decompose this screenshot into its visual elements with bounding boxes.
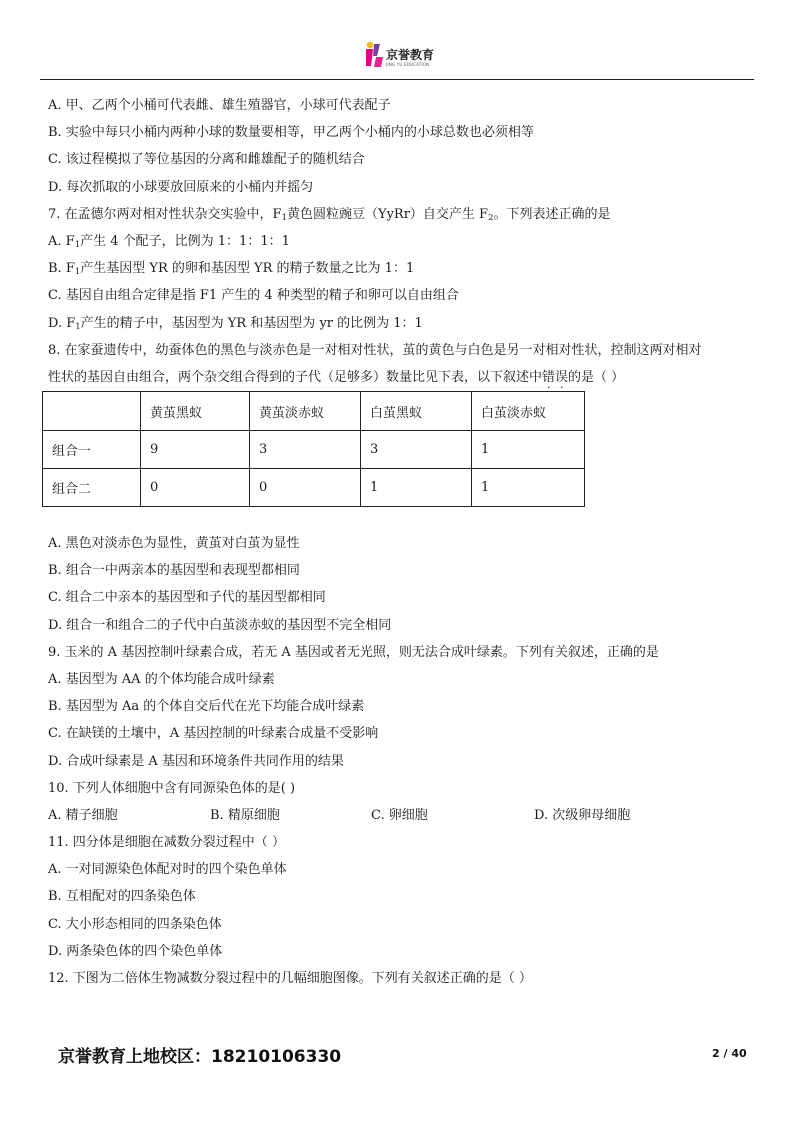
q7-stem bbox=[48, 201, 760, 228]
q9-option-a: A. 基因型为 AA 的个体均能合成叶绿素 bbox=[48, 671, 275, 687]
q8-option-b: B. 组合一中两亲本的基因型和表现型都相同 bbox=[48, 563, 300, 579]
table-cell: 9 bbox=[141, 431, 250, 469]
questions-lower bbox=[48, 530, 760, 992]
table-header-cell: 白茧黑蚁 bbox=[361, 392, 472, 431]
q9-option-b: B. 基因型为 Aa 的个体自交后代在光下均能合成叶绿素 bbox=[48, 699, 365, 715]
q10-stem: 10. 下列人体细胞中含有同源染色体的是( ) bbox=[48, 780, 296, 796]
q6-option-d: D. 每次抓取的小球要放回原来的小桶内并摇匀 bbox=[48, 179, 314, 195]
q7-option-a bbox=[48, 228, 760, 255]
questions-upper bbox=[48, 92, 760, 391]
logo-subtext: JING YU EDUCATION bbox=[386, 62, 430, 67]
q11-option-b: B. 互相配对的四条染色体 bbox=[48, 889, 196, 905]
q11-option-d: D. 两条染色体的四个染色单体 bbox=[48, 943, 223, 959]
footer-campus-contact: 京誉教育上地校区：18210106330 bbox=[58, 1047, 342, 1067]
logo-text: 京誉教育 bbox=[386, 48, 435, 62]
table-header-cell: 黄茧黑蚁 bbox=[141, 392, 250, 431]
q8-option-a: A. 黑色对淡赤色为显性，黄茧对白茧为显性 bbox=[48, 536, 300, 551]
table-cell: 0 bbox=[250, 469, 361, 507]
q6-option-b: B. 实验中每只小桶内两种小球的数量要相等，甲乙两个小桶内的小球总数也必须相等 bbox=[48, 125, 534, 141]
table-header-cell: 黄茧淡赤蚁 bbox=[250, 392, 361, 431]
q7-option-text: C. 基因自由组合定律是指 F1 产生的 4 种类型的精子和卵可以自由组合 bbox=[48, 288, 459, 304]
q7-stem-sub: 1 bbox=[281, 212, 287, 223]
table-cell: 3 bbox=[361, 431, 472, 469]
q10-option-a: A. 精子细胞 bbox=[48, 807, 118, 823]
q7-option-text: D. F bbox=[48, 315, 76, 331]
q7-option-text: 产生 4 个配子，比例为 1：1：1：1 bbox=[80, 233, 290, 249]
q8-emphasis bbox=[542, 370, 568, 385]
table-header-cell bbox=[43, 392, 141, 431]
q7-option-text: A. F bbox=[48, 233, 75, 249]
table-header-row bbox=[43, 392, 585, 431]
q7-stem-part: 黄色圆粒豌豆（YyRr）自交产生 F bbox=[286, 206, 489, 222]
table-cell: 0 bbox=[141, 469, 250, 507]
q10-option-b: B. 精原细胞 bbox=[210, 807, 280, 823]
table-cell: 组合一 bbox=[43, 431, 141, 469]
q7-option-text: 产生的精子中，基因型为 YR 和基因型为 yr 的比例为 1：1 bbox=[80, 315, 423, 331]
table-cell: 1 bbox=[361, 469, 472, 507]
q8-stem-text: 性状的基因自由组合，两个杂交组合得到的子代（足够多）数量比见下表，以下叙述中 bbox=[48, 369, 543, 385]
q7-option-sub: 1 bbox=[75, 321, 81, 332]
q8-stem-line1: 8. 在家蚕遗传中，幼蚕体色的黑色与淡赤色是一对相对性状，茧的黄色与白色是另一对相对性状，控制这两对相对 bbox=[48, 342, 702, 358]
q8-data-table bbox=[42, 391, 585, 507]
q9-stem: 9. 玉米的 A 基因控制叶绿素合成，若无 A 基因或者无光照，则无法合成叶绿素。下列有关叙述，正确的是 bbox=[48, 644, 659, 660]
q7-stem-part: 7. 在孟德尔两对相对性状杂交实验中，F bbox=[48, 206, 282, 222]
q11-option-a: A. 一对同源染色体配对时的四个染色单体 bbox=[48, 862, 287, 878]
q7-option-text: B. F bbox=[48, 261, 75, 277]
q7-option-d bbox=[48, 310, 760, 337]
q7-option-c bbox=[48, 282, 760, 309]
table-cell: 3 bbox=[250, 431, 361, 469]
table-row bbox=[43, 431, 585, 469]
q10-option-d: D. 次级卵母细胞 bbox=[534, 807, 631, 823]
q8-stem-text: 的是（ ） bbox=[568, 369, 625, 385]
q6-option-c: C. 该过程模拟了等位基因的分离和雌雄配子的随机结合 bbox=[48, 152, 365, 168]
q6-option-a: A. 甲、乙两个小桶可代表雌、雄生殖器官，小球可代表配子 bbox=[48, 98, 391, 113]
q12-stem: 12. 下图为二倍体生物减数分裂过程中的几幅细胞图像。下列有关叙述正确的是（ ） bbox=[48, 971, 532, 986]
emphasis-char: 错 bbox=[542, 369, 556, 385]
logo-mark-icon bbox=[364, 40, 386, 70]
q7-option-sub: 1 bbox=[74, 267, 81, 278]
table-row bbox=[43, 469, 585, 507]
q10-option-c: C. 卵细胞 bbox=[371, 807, 428, 823]
q11-option-c: C. 大小形态相同的四条染色体 bbox=[48, 916, 222, 932]
q8-option-d: D. 组合一和组合二的子代中白茧淡赤蚁的基因型不完全相同 bbox=[48, 617, 392, 633]
table-cell: 1 bbox=[472, 431, 585, 469]
table-header-cell: 白茧淡赤蚁 bbox=[472, 392, 585, 431]
emphasis-char: 误 bbox=[555, 369, 569, 385]
table-cell: 1 bbox=[472, 469, 585, 507]
q10-options bbox=[48, 802, 760, 829]
q8-stem-line2 bbox=[48, 364, 760, 391]
q7-stem-sub: 2 bbox=[488, 212, 494, 223]
q7-stem-part: 。下列表述正确的是 bbox=[493, 206, 611, 222]
page-header bbox=[0, 0, 794, 80]
table-cell: 组合二 bbox=[43, 469, 141, 507]
brand-logo bbox=[364, 40, 444, 74]
q9-option-c: C. 在缺镁的土壤中，A 基因控制的叶绿素合成量不受影响 bbox=[48, 726, 379, 742]
q11-stem: 11. 四分体是细胞在减数分裂过程中（ ） bbox=[48, 835, 285, 851]
q9-option-d: D. 合成叶绿素是 A 基因和环境条件共同作用的结果 bbox=[48, 753, 344, 769]
q7-option-sub: 1 bbox=[74, 239, 81, 250]
page-number: 2 / 40 bbox=[712, 1047, 747, 1060]
q7-option-text: 产生基因型 YR 的卵和基因型 YR 的精子数量之比为 1：1 bbox=[80, 261, 415, 277]
q7-option-b bbox=[48, 255, 760, 282]
q8-option-c: C. 组合二中亲本的基因型和子代的基因型都相同 bbox=[48, 590, 326, 606]
header-divider bbox=[40, 79, 754, 80]
